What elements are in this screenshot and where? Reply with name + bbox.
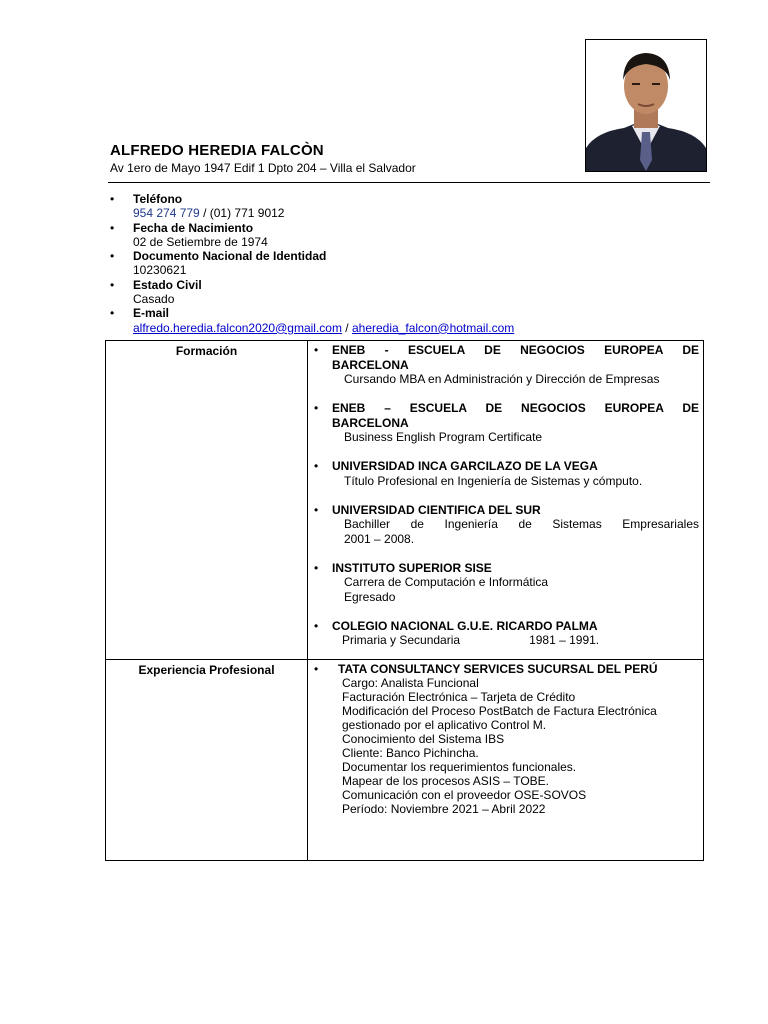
civil-value: Casado — [133, 292, 175, 307]
bullet-icon: • — [314, 560, 319, 575]
phone-label: Teléfono — [133, 192, 183, 206]
bullet-icon: • — [110, 277, 115, 292]
experience-line: Documentar los requerimientos funcionales. — [342, 760, 577, 774]
education-detail: Cursando MBA en Administración y Dirección de Empresas — [344, 372, 660, 386]
birth-item — [110, 221, 514, 250]
education-title: ENEB - ESCUELA DE NEGOCIOS EUROPEA DE BARCELONA — [332, 343, 699, 372]
experience-line: Comunicación con el proveedor OSE-SOVOS — [342, 788, 587, 802]
education-item — [312, 619, 699, 648]
bullet-icon: • — [314, 662, 319, 676]
experiencia-row — [106, 660, 704, 861]
experience-line: Conocimiento del Sistema IBS — [342, 732, 505, 746]
education-period: 2001 – 2008. — [344, 531, 415, 546]
formacion-label: Formación — [106, 341, 308, 660]
civil-label: Estado Civil — [133, 277, 202, 292]
education-title: ENEB – ESCUELA DE NEGOCIOS EUROPEA DE BARCELONA — [332, 401, 699, 430]
email-values — [133, 321, 514, 335]
bullet-icon: • — [110, 220, 115, 235]
education-period: 1981 – 1991. — [529, 633, 600, 647]
experience-line: Mapear de los procesos ASIS – TOBE. — [342, 774, 549, 788]
phone-landline: (01) 771 9012 — [209, 206, 285, 221]
experience-item — [312, 662, 699, 816]
experience-company: TATA CONSULTANCY SERVICES SUCURSAL DEL PERÚ — [338, 662, 658, 676]
education-status: Egresado — [344, 589, 396, 604]
education-detail: Título Profesional en Ingeniería de Sistemas y cómputo. — [344, 473, 643, 488]
bullet-icon: • — [110, 306, 115, 321]
email-link-primary[interactable]: alfredo.heredia.falcon2020@gmail.com — [133, 320, 342, 335]
education-item — [312, 561, 699, 605]
dni-item — [110, 249, 514, 278]
dni-label: Documento Nacional de Identidad — [133, 249, 327, 264]
formacion-row — [106, 341, 704, 660]
experience-line: Facturación Electrónica – Tarjeta de Crédito — [342, 690, 576, 704]
personal-info-list — [110, 192, 514, 335]
education-detail: Carrera de Computación e Informática — [344, 575, 549, 589]
experience-line: Cliente: Banco Pichincha. — [342, 746, 479, 760]
bullet-icon: • — [314, 502, 319, 517]
education-item — [312, 343, 699, 387]
civil-item — [110, 278, 514, 307]
header-divider — [108, 182, 710, 183]
birth-label: Fecha de Nacimiento — [133, 220, 254, 235]
experience-details — [338, 676, 699, 816]
bullet-icon: • — [110, 249, 115, 264]
education-detail: Business English Program Certificate — [344, 430, 543, 444]
phone-item — [110, 192, 514, 221]
experiencia-label: Experiencia Profesional — [106, 660, 308, 861]
experience-line: Período: Noviembre 2021 – Abril 2022 — [342, 802, 546, 816]
experience-line: gestionado por el aplicativo Control M. — [342, 718, 547, 732]
education-detail: Bachiller de Ingeniería de Sistemas Empresariales — [344, 517, 699, 531]
education-item — [312, 401, 699, 445]
email-separator: / — [341, 320, 352, 335]
experience-line: Cargo: Analista Funcional — [342, 676, 479, 690]
cv-table — [105, 340, 704, 861]
bullet-icon: • — [110, 192, 115, 206]
bullet-icon: • — [314, 459, 319, 473]
birth-value: 02 de Setiembre de 1974 — [133, 234, 268, 249]
email-link-secondary[interactable]: aheredia_falcon@hotmail.com — [351, 320, 515, 335]
bullet-icon: • — [314, 401, 319, 415]
email-label: E-mail — [133, 306, 170, 321]
phone-separator: / — [199, 206, 210, 221]
candidate-address: Av 1ero de Mayo 1947 Edif 1 Dpto 204 – Villa el Salvador — [110, 161, 416, 175]
phone-mobile: 954 274 779 — [133, 206, 200, 221]
education-detail-row — [332, 633, 699, 648]
candidate-name: ALFREDO HEREDIA FALCÒN — [110, 142, 324, 159]
education-detail: Primaria y Secundaria — [342, 633, 461, 647]
bullet-icon: • — [314, 343, 319, 357]
education-item — [312, 459, 699, 488]
bullet-icon: • — [314, 618, 319, 633]
email-item — [110, 306, 514, 335]
phone-value — [133, 206, 514, 220]
experiencia-content — [308, 660, 704, 861]
dni-value: 10230621 — [133, 263, 187, 278]
education-title: COLEGIO NACIONAL G.U.E. RICARDO PALMA — [332, 618, 598, 633]
education-title: UNIVERSIDAD INCA GARCILAZO DE LA VEGA — [332, 459, 598, 473]
profile-photo-image — [586, 40, 706, 171]
education-item — [312, 503, 699, 547]
education-title: INSTITUTO SUPERIOR SISE — [332, 560, 492, 575]
education-title: UNIVERSIDAD CIENTIFICA DEL SUR — [332, 502, 541, 517]
formacion-content — [308, 341, 704, 660]
experience-line: Modificación del Proceso PostBatch de Factura Electrónica — [342, 704, 657, 718]
profile-photo — [585, 39, 707, 172]
